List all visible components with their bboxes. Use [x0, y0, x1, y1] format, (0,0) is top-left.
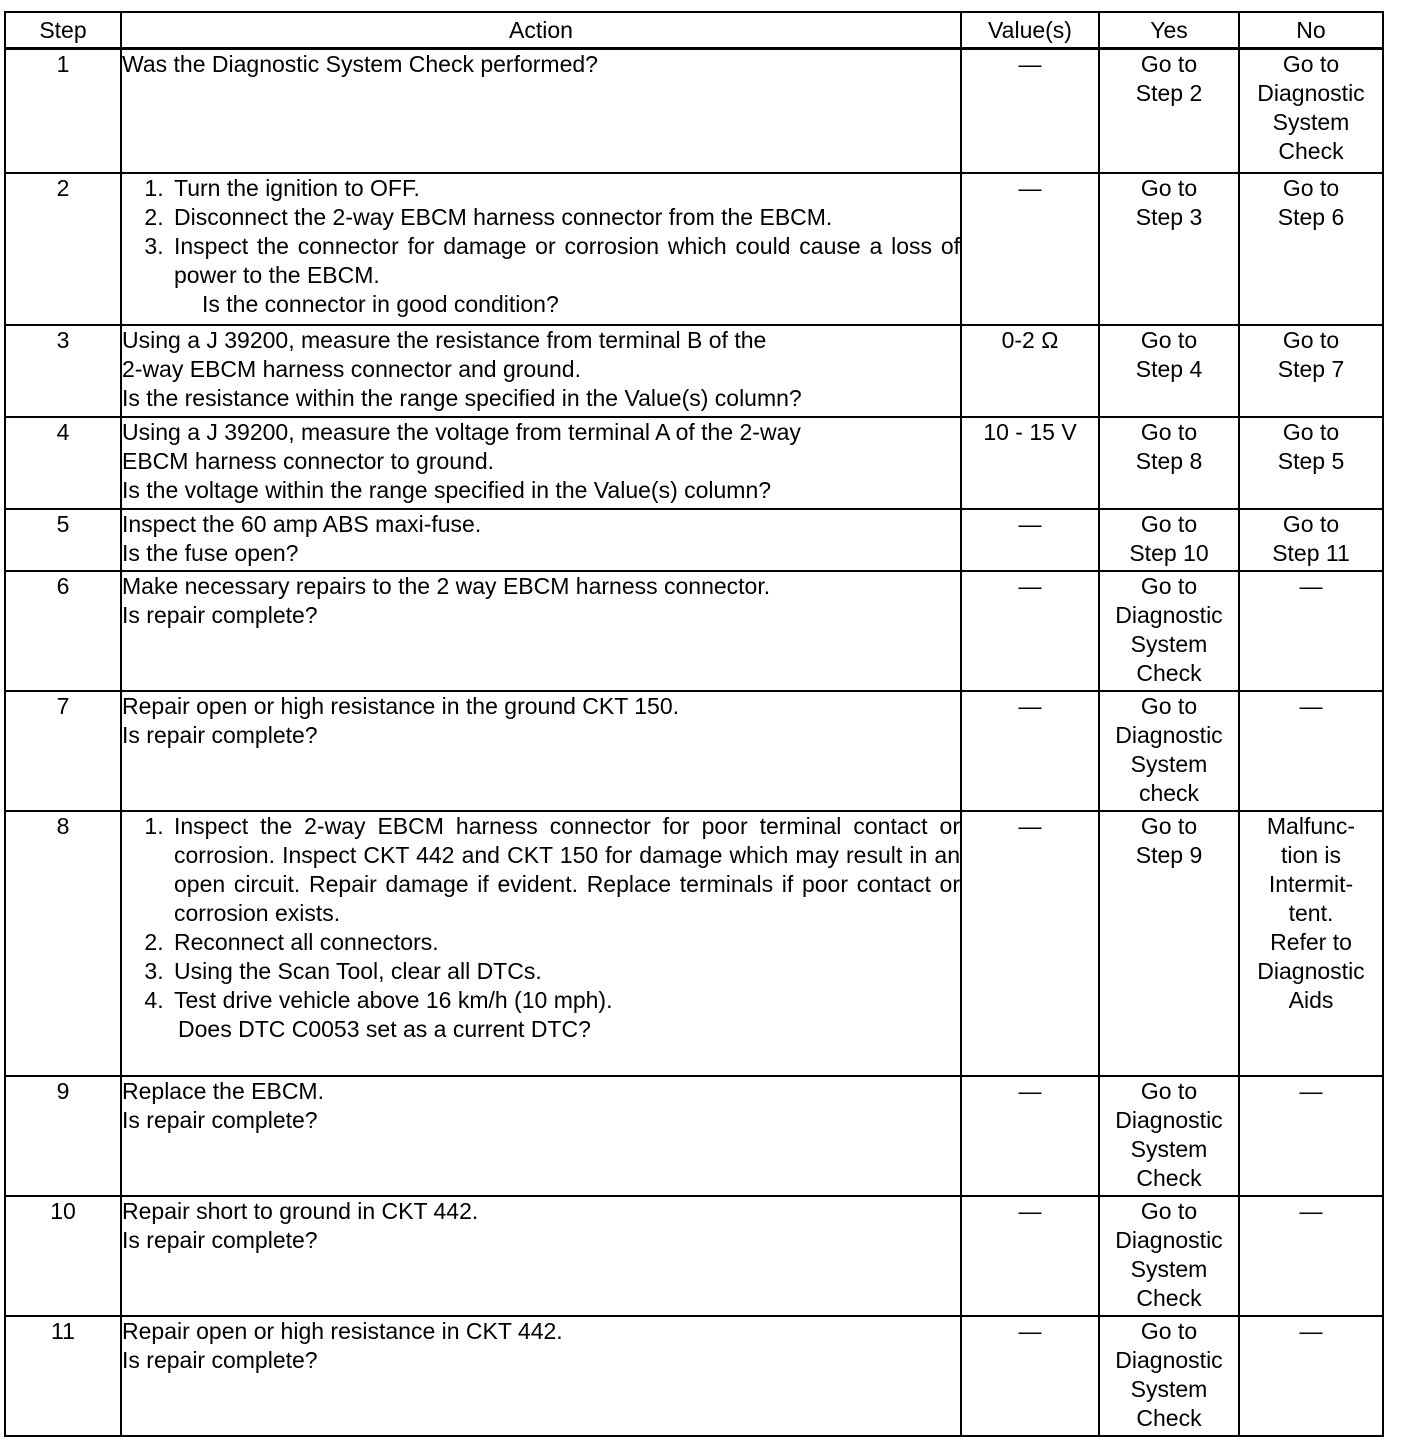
action-line: Is the fuse open?	[122, 539, 299, 566]
yes-cell	[1099, 509, 1239, 571]
action-line: Repair short to ground in CKT 442.	[122, 1197, 479, 1224]
header-yes: Yes	[1099, 12, 1239, 49]
yes-cell	[1099, 691, 1239, 811]
action-step: 1. Turn the ignition to OFF.	[170, 174, 960, 203]
action-cell	[121, 1196, 961, 1316]
no-cell	[1239, 1196, 1383, 1316]
action-cell	[121, 571, 961, 691]
value-cell-text: —	[1018, 51, 1042, 77]
action-line: Is the resistance within the range specified in the Value(s) column?	[122, 384, 802, 411]
action-line: Using a J 39200, measure the resistance from terminal B of the	[122, 326, 767, 353]
yes-cell-text: Go to Diagnostic System Check	[1115, 1077, 1223, 1191]
value-cell	[961, 571, 1099, 691]
action-step: 4. Test drive vehicle above 16 km/h (10 mph).	[170, 986, 960, 1015]
yes-cell-text: Go to Diagnostic System Check	[1115, 1317, 1223, 1431]
step-number: 7	[5, 691, 121, 811]
no-cell	[1239, 173, 1383, 325]
yes-cell	[1099, 417, 1239, 509]
header-action: Action	[121, 12, 961, 49]
yes-cell-text: Go to Step 4	[1135, 326, 1203, 382]
value-cell	[961, 691, 1099, 811]
action-line: Using a J 39200, measure the voltage from terminal A of the 2-way	[122, 418, 801, 445]
no-cell	[1239, 1076, 1383, 1196]
step-number: 10	[5, 1196, 121, 1316]
action-question: Is the connector in good condition?	[202, 290, 559, 317]
action-step: 1. Inspect the 2-way EBCM harness connector for poor terminal contact or corrosion. Inspect CKT 442 and CKT 150 for damage which may result in an open circuit. Repair damage if evident. Replace terminals if poor contact or corrosion exists.	[170, 812, 960, 928]
action-cell	[121, 417, 961, 509]
value-cell-text: —	[1018, 813, 1042, 840]
no-cell-text: —	[1299, 693, 1323, 720]
action-line: Repair open or high resistance in CKT 442.	[122, 1317, 563, 1344]
action-cell	[121, 173, 961, 325]
value-cell	[961, 325, 1099, 417]
action-step: 2. Disconnect the 2-way EBCM harness connector from the EBCM.	[170, 203, 960, 232]
header-values: Value(s)	[961, 12, 1099, 49]
value-cell-text: —	[1018, 1197, 1042, 1224]
yes-cell-text: Go to Diagnostic System check	[1115, 693, 1223, 807]
action-cell	[121, 1076, 961, 1196]
no-cell-text: Go to Step 7	[1277, 326, 1345, 382]
action-line: EBCM harness connector to ground.	[122, 447, 495, 474]
action-line: Repair open or high resistance in the ground CKT 150.	[122, 693, 680, 720]
step-number: 6	[5, 571, 121, 691]
no-cell	[1239, 571, 1383, 691]
value-cell-text: —	[1018, 573, 1042, 600]
diagnostic-table	[4, 11, 1384, 1437]
value-cell-text: —	[1018, 510, 1042, 537]
action-steps-list	[122, 812, 960, 1015]
table-row	[5, 173, 1383, 325]
table-row	[5, 417, 1383, 509]
yes-cell-text: Go to Step 2	[1135, 51, 1203, 106]
action-line: Is repair complete?	[122, 722, 318, 749]
action-line: Is the voltage within the range specified in the Value(s) column?	[122, 476, 772, 503]
action-cell	[121, 49, 961, 173]
no-cell	[1239, 325, 1383, 417]
yes-cell-text: Go to Step 3	[1135, 174, 1203, 230]
action-step: 3. Inspect the connector for damage or corrosion which could cause a loss of power to the EBCM.	[170, 232, 960, 290]
value-cell	[961, 173, 1099, 325]
yes-cell-text: Go to Step 8	[1135, 418, 1203, 474]
value-cell-text: —	[1018, 1317, 1042, 1344]
step-number: 4	[5, 417, 121, 509]
table-row	[5, 49, 1383, 173]
value-cell-text: 0-2 Ω	[1001, 326, 1059, 353]
value-cell	[961, 811, 1099, 1075]
step-number: 9	[5, 1076, 121, 1196]
table-row	[5, 325, 1383, 417]
table-row	[5, 509, 1383, 571]
action-line: Is repair complete?	[122, 1106, 318, 1133]
action-question: Does DTC C0053 set as a current DTC?	[178, 1016, 591, 1043]
yes-cell	[1099, 1316, 1239, 1436]
value-cell	[961, 49, 1099, 173]
value-cell	[961, 1196, 1099, 1316]
no-cell	[1239, 811, 1383, 1075]
step-number: 5	[5, 509, 121, 571]
no-cell	[1239, 1316, 1383, 1436]
header-step: Step	[5, 12, 121, 49]
value-cell-text: —	[1018, 1077, 1042, 1104]
action-cell	[121, 509, 961, 571]
action-cell	[121, 325, 961, 417]
no-cell-text: —	[1299, 1197, 1323, 1224]
step-number: 1	[5, 49, 121, 173]
no-cell-text: Go to Step 11	[1272, 510, 1350, 566]
action-line: Is repair complete?	[122, 1226, 318, 1253]
yes-cell	[1099, 1076, 1239, 1196]
action-line: Is repair complete?	[122, 1346, 318, 1373]
yes-cell	[1099, 49, 1239, 173]
no-cell-text: Malfunc- tion is Intermit- tent. Refer to Diagnostic Aids	[1257, 813, 1365, 1014]
no-cell-text: —	[1299, 1077, 1323, 1104]
no-cell-text: —	[1299, 573, 1323, 600]
action-step: 2. Reconnect all connectors.	[170, 928, 960, 957]
action-cell	[121, 691, 961, 811]
table-row	[5, 571, 1383, 691]
no-cell	[1239, 49, 1383, 173]
action-line: Make necessary repairs to the 2 way EBCM harness connector.	[122, 573, 771, 600]
yes-cell	[1099, 1196, 1239, 1316]
yes-cell-text: Go to Step 10	[1129, 510, 1209, 566]
yes-cell	[1099, 571, 1239, 691]
table-row	[5, 691, 1383, 811]
value-cell	[961, 509, 1099, 571]
action-steps-list	[122, 174, 960, 290]
yes-cell	[1099, 811, 1239, 1075]
table-row	[5, 811, 1383, 1075]
no-cell-text: Go to Diagnostic System Check	[1257, 51, 1365, 164]
step-number: 8	[5, 811, 121, 1075]
table-row	[5, 1076, 1383, 1196]
header-row	[5, 12, 1383, 49]
no-cell-text: —	[1299, 1317, 1323, 1344]
yes-cell	[1099, 173, 1239, 325]
value-cell	[961, 1316, 1099, 1436]
action-cell	[121, 811, 961, 1075]
yes-cell-text: Go to Diagnostic System Check	[1115, 1197, 1223, 1311]
yes-cell-text: Go to Step 9	[1135, 813, 1203, 869]
action-cell	[121, 1316, 961, 1436]
action-step: 3. Using the Scan Tool, clear all DTCs.	[170, 957, 960, 986]
value-cell-text: 10 - 15 V	[983, 418, 1077, 445]
no-cell-text: Go to Step 5	[1277, 418, 1345, 474]
action-line: 2-way EBCM harness connector and ground.	[122, 355, 581, 382]
no-cell-text: Go to Step 6	[1277, 174, 1345, 230]
no-cell	[1239, 509, 1383, 571]
value-cell	[961, 1076, 1099, 1196]
action-line: Replace the EBCM.	[122, 1077, 324, 1104]
yes-cell	[1099, 325, 1239, 417]
action-line: Was the Diagnostic System Check performed?	[122, 51, 598, 77]
step-number: 2	[5, 173, 121, 325]
action-line: Inspect the 60 amp ABS maxi-fuse.	[122, 510, 482, 537]
step-number: 11	[5, 1316, 121, 1436]
value-cell-text: —	[1018, 174, 1042, 201]
header-no: No	[1239, 12, 1383, 49]
value-cell	[961, 417, 1099, 509]
no-cell	[1239, 691, 1383, 811]
value-cell-text: —	[1018, 693, 1042, 720]
step-number: 3	[5, 325, 121, 417]
table-row	[5, 1316, 1383, 1436]
action-line: Is repair complete?	[122, 602, 318, 629]
no-cell	[1239, 417, 1383, 509]
table-row	[5, 1196, 1383, 1316]
yes-cell-text: Go to Diagnostic System Check	[1115, 573, 1223, 687]
